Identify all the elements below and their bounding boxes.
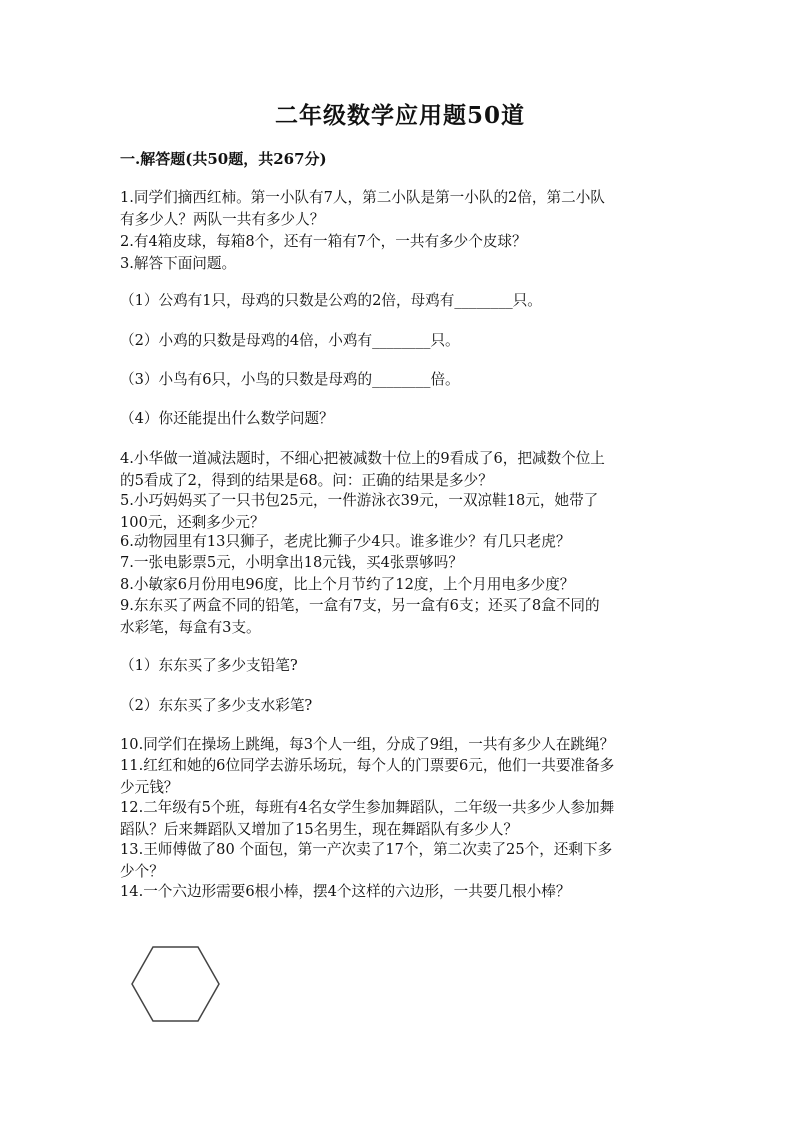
- question-3: 3.解答下面问题。: [120, 255, 237, 272]
- section-heading: 一.解答题(共50题，共267分): [120, 150, 327, 168]
- question-11: 11.红红和她的6位同学去游乐场玩，每个人的门票要6元，他们一共要准备多 少元钱？: [120, 757, 615, 797]
- question-9: 9.东东买了两盒不同的铅笔，一盒有7支，另一盒有6支；还买了8盒不同的 水彩笔，每盒有3支。: [120, 597, 600, 637]
- question-6: 6.动物园里有13只狮子，老虎比狮子少4只。谁多谁少？有几只老虎？: [120, 533, 571, 550]
- question-9-sub-1: （1）东东买了多少支铅笔?: [120, 657, 298, 674]
- question-8: 8.小敏家6月份用电96度，比上个月节约了12度，上个月用电多少度？: [120, 576, 575, 593]
- question-4: 4.小华做一道减法题时，不细心把被减数十位上的9看成了6，把减数个位上 的5看成了2，得到的结果是68。问：正确的结果是多少？: [120, 450, 605, 490]
- question-12: 12.二年级有5个班，每班有4名女学生参加舞蹈队，二年级一共多少人参加舞 蹈队？后来舞蹈队又增加了15名男生，现在舞蹈队有多少人？: [120, 799, 615, 839]
- question-14: 14.一个六边形需要6根小棒，摆4个这样的六边形，一共要几根小棒？: [120, 883, 571, 900]
- question-5: 5.小巧妈妈买了一只书包25元，一件游泳衣39元，一双凉鞋18元，她带了 100元，还剩多少元？: [120, 492, 599, 532]
- question-3-sub-3: （3）小鸟有6只，小鸟的只数是母鸡的________倍。: [120, 371, 460, 388]
- question-2: 2.有4箱皮球，每箱8个，还有一箱有7个，一共有多少个皮球？: [120, 233, 527, 250]
- question-7: 7.一张电影票5元，小明拿出18元钱，买4张票够吗？: [120, 554, 463, 571]
- question-3-sub-1: （1）公鸡有1只，母鸡的只数是公鸡的2倍，母鸡有________只。: [120, 292, 542, 309]
- question-9-sub-2: （2）东东买了多少支水彩笔?: [120, 697, 313, 714]
- hexagon-icon: [128, 944, 224, 1024]
- question-3-sub-2: （2）小鸡的只数是母鸡的4倍，小鸡有________只。: [120, 332, 460, 349]
- question-10: 10.同学们在操场上跳绳，每3个人一组，分成了9组，一共有多少人在跳绳？: [120, 736, 615, 753]
- question-1: 1.同学们摘西红柿。第一小队有7人，第二小队是第一小队的2倍，第二小队 有多少人？两队一共有多少人？: [120, 189, 605, 229]
- question-13: 13.王师傅做了80 个面包，第一产次卖了17个，第二次卖了25个，还剩下多 少个？: [120, 841, 613, 881]
- document-title: 二年级数学应用题50道: [274, 102, 525, 129]
- question-3-sub-4: （4）你还能提出什么数学问题？: [120, 410, 334, 427]
